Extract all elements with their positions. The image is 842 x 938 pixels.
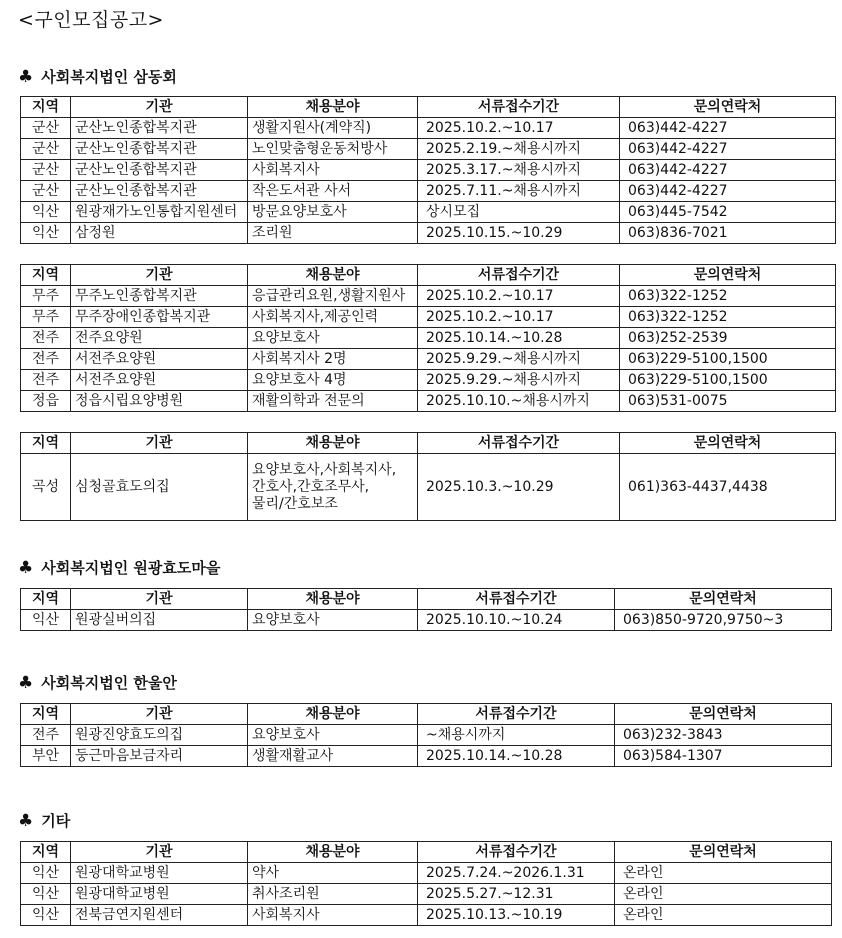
cell-period: 2025.7.24.~2026.1.31 bbox=[418, 863, 615, 884]
cell-region: 군산 bbox=[21, 181, 71, 202]
column-header-region: 지역 bbox=[21, 433, 71, 454]
job-table bbox=[20, 264, 836, 412]
table-row bbox=[21, 286, 836, 307]
section-title bbox=[18, 557, 220, 578]
cell-field: 사회복지사 2명 bbox=[248, 349, 418, 370]
column-header-field: 채용분야 bbox=[248, 842, 418, 863]
cell-period: 2025.10.10.~채용시까지 bbox=[418, 391, 620, 412]
table-row bbox=[21, 139, 836, 160]
column-header-period: 서류접수기간 bbox=[418, 842, 615, 863]
cell-contact: 063)442-4227 bbox=[620, 118, 836, 139]
cell-org: 서전주요양원 bbox=[71, 349, 248, 370]
cell-period: 2025.10.15.~10.29 bbox=[418, 223, 620, 244]
club-suit-icon: ♣ bbox=[18, 67, 34, 87]
table-row bbox=[21, 181, 836, 202]
table-row bbox=[21, 160, 836, 181]
table-header-row bbox=[21, 704, 832, 725]
cell-contact: 063)442-4227 bbox=[620, 139, 836, 160]
table-row bbox=[21, 884, 832, 905]
cell-field: 요양보호사 4명 bbox=[248, 370, 418, 391]
cell-period: 2025.10.14.~10.28 bbox=[418, 328, 620, 349]
cell-period: 2025.10.13.~10.19 bbox=[418, 905, 615, 926]
cell-period: 2025.7.11.~채용시까지 bbox=[418, 181, 620, 202]
job-table bbox=[20, 588, 832, 631]
cell-period: 2025.2.19.~채용시까지 bbox=[418, 139, 620, 160]
section-title-text: 사회복지법인 한울안 bbox=[41, 674, 177, 692]
cell-period: 2025.10.14.~10.28 bbox=[418, 746, 615, 767]
cell-field: 요양보호사 bbox=[248, 610, 418, 631]
table-row bbox=[21, 202, 836, 223]
cell-contact: 온라인 bbox=[615, 905, 832, 926]
column-header-region: 지역 bbox=[21, 265, 71, 286]
table-row bbox=[21, 349, 836, 370]
cell-org: 군산노인종합복지관 bbox=[71, 160, 248, 181]
cell-org: 원광대학교병원 bbox=[71, 884, 248, 905]
cell-region: 익산 bbox=[21, 905, 71, 926]
cell-period: 2025.9.29.~채용시까지 bbox=[418, 349, 620, 370]
column-header-contact: 문의연락처 bbox=[620, 433, 836, 454]
cell-org: 정읍시립요양병원 bbox=[71, 391, 248, 412]
job-table bbox=[20, 703, 832, 767]
cell-region: 익산 bbox=[21, 610, 71, 631]
cell-org: 군산노인종합복지관 bbox=[71, 181, 248, 202]
column-header-region: 지역 bbox=[21, 842, 71, 863]
column-header-period: 서류접수기간 bbox=[418, 265, 620, 286]
column-header-period: 서류접수기간 bbox=[418, 97, 620, 118]
cell-region: 전주 bbox=[21, 370, 71, 391]
cell-period: ~채용시까지 bbox=[418, 725, 615, 746]
cell-org: 무주장애인종합복지관 bbox=[71, 307, 248, 328]
cell-contact: 063)232-3843 bbox=[615, 725, 832, 746]
section-title bbox=[18, 66, 177, 87]
column-header-org: 기관 bbox=[71, 704, 248, 725]
cell-org: 삼정원 bbox=[71, 223, 248, 244]
column-header-region: 지역 bbox=[21, 589, 71, 610]
page-title: <구인모집공고> bbox=[18, 9, 164, 31]
cell-field: 방문요양보호사 bbox=[248, 202, 418, 223]
cell-period: 2025.10.10.~10.24 bbox=[418, 610, 615, 631]
cell-field: 사회복지사,제공인력 bbox=[248, 307, 418, 328]
cell-field: 노인맞춤형운동처방사 bbox=[248, 139, 418, 160]
cell-region: 익산 bbox=[21, 884, 71, 905]
cell-contact: 063)442-4227 bbox=[620, 181, 836, 202]
section-title-text: 기타 bbox=[41, 812, 71, 830]
table-row bbox=[21, 905, 832, 926]
table-header-row bbox=[21, 589, 832, 610]
cell-contact: 063)229-5100,1500 bbox=[620, 349, 836, 370]
cell-field: 생활지원사(계약직) bbox=[248, 118, 418, 139]
table-row bbox=[21, 223, 836, 244]
table-header-row bbox=[21, 842, 832, 863]
cell-period: 2025.10.2.~10.17 bbox=[418, 307, 620, 328]
cell-field: 생활재활교사 bbox=[248, 746, 418, 767]
cell-contact: 063)445-7542 bbox=[620, 202, 836, 223]
table-header-row bbox=[21, 433, 836, 454]
column-header-region: 지역 bbox=[21, 704, 71, 725]
cell-period: 2025.3.17.~채용시까지 bbox=[418, 160, 620, 181]
section-title-text: 사회복지법인 원광효도마을 bbox=[41, 559, 221, 577]
cell-region: 곡성 bbox=[21, 454, 71, 521]
cell-contact: 061)363-4437,4438 bbox=[620, 454, 836, 521]
table-row bbox=[21, 328, 836, 349]
column-header-field: 채용분야 bbox=[248, 97, 418, 118]
column-header-contact: 문의연락처 bbox=[620, 97, 836, 118]
table-row bbox=[21, 863, 832, 884]
cell-period: 2025.5.27.~12.31 bbox=[418, 884, 615, 905]
column-header-org: 기관 bbox=[71, 842, 248, 863]
column-header-period: 서류접수기간 bbox=[418, 433, 620, 454]
cell-contact: 063)836-7021 bbox=[620, 223, 836, 244]
job-table bbox=[20, 841, 832, 926]
cell-region: 군산 bbox=[21, 160, 71, 181]
cell-org: 전북금연지원센터 bbox=[71, 905, 248, 926]
cell-region: 전주 bbox=[21, 328, 71, 349]
cell-region: 익산 bbox=[21, 863, 71, 884]
table-header-row bbox=[21, 265, 836, 286]
column-header-contact: 문의연락처 bbox=[620, 265, 836, 286]
cell-field: 취사조리원 bbox=[248, 884, 418, 905]
cell-field: 요양보호사,사회복지사, 간호사,간호조무사, 물리/간호보조 bbox=[248, 454, 418, 521]
cell-field: 작은도서관 사서 bbox=[248, 181, 418, 202]
column-header-period: 서류접수기간 bbox=[418, 589, 615, 610]
cell-region: 무주 bbox=[21, 307, 71, 328]
cell-org: 원광진양효도의집 bbox=[71, 725, 248, 746]
column-header-field: 채용분야 bbox=[248, 433, 418, 454]
cell-field: 응급관리요원,생활지원사 bbox=[248, 286, 418, 307]
column-header-org: 기관 bbox=[71, 589, 248, 610]
cell-field: 약사 bbox=[248, 863, 418, 884]
job-table bbox=[20, 96, 836, 244]
table-header-row bbox=[21, 97, 836, 118]
cell-contact: 063)442-4227 bbox=[620, 160, 836, 181]
club-suit-icon: ♣ bbox=[18, 673, 34, 693]
column-header-field: 채용분야 bbox=[248, 265, 418, 286]
table-row bbox=[21, 370, 836, 391]
column-header-org: 기관 bbox=[71, 97, 248, 118]
column-header-period: 서류접수기간 bbox=[418, 704, 615, 725]
column-header-field: 채용분야 bbox=[248, 704, 418, 725]
cell-contact: 063)229-5100,1500 bbox=[620, 370, 836, 391]
cell-region: 무주 bbox=[21, 286, 71, 307]
column-header-field: 채용분야 bbox=[248, 589, 418, 610]
cell-field: 재활의학과 전문의 bbox=[248, 391, 418, 412]
cell-field: 요양보호사 bbox=[248, 725, 418, 746]
section-title-text: 사회복지법인 삼동회 bbox=[41, 68, 177, 86]
cell-contact: 063)850-9720,9750~3 bbox=[615, 610, 832, 631]
column-header-org: 기관 bbox=[71, 433, 248, 454]
cell-region: 정읍 bbox=[21, 391, 71, 412]
cell-org: 군산노인종합복지관 bbox=[71, 139, 248, 160]
cell-region: 부안 bbox=[21, 746, 71, 767]
cell-period: 2025.10.3.~10.29 bbox=[418, 454, 620, 521]
job-table bbox=[20, 432, 836, 521]
cell-contact: 063)252-2539 bbox=[620, 328, 836, 349]
cell-region: 전주 bbox=[21, 725, 71, 746]
cell-field: 사회복지사 bbox=[248, 160, 418, 181]
column-header-contact: 문의연락처 bbox=[615, 842, 832, 863]
table-row bbox=[21, 454, 836, 521]
table-row bbox=[21, 307, 836, 328]
cell-org: 무주노인종합복지관 bbox=[71, 286, 248, 307]
cell-contact: 온라인 bbox=[615, 863, 832, 884]
cell-contact: 온라인 bbox=[615, 884, 832, 905]
cell-region: 군산 bbox=[21, 139, 71, 160]
cell-period: 2025.10.2.~10.17 bbox=[418, 286, 620, 307]
cell-org: 전주요양원 bbox=[71, 328, 248, 349]
column-header-contact: 문의연락처 bbox=[615, 704, 832, 725]
column-header-contact: 문의연락처 bbox=[615, 589, 832, 610]
table-row bbox=[21, 725, 832, 746]
table-row bbox=[21, 391, 836, 412]
cell-org: 심청골효도의집 bbox=[71, 454, 248, 521]
section-title bbox=[18, 810, 70, 831]
column-header-org: 기관 bbox=[71, 265, 248, 286]
cell-region: 전주 bbox=[21, 349, 71, 370]
table-row bbox=[21, 118, 836, 139]
cell-period: 2025.10.2.~10.17 bbox=[418, 118, 620, 139]
cell-contact: 063)322-1252 bbox=[620, 307, 836, 328]
cell-org: 원광실버의집 bbox=[71, 610, 248, 631]
cell-region: 익산 bbox=[21, 223, 71, 244]
cell-period: 상시모집 bbox=[418, 202, 620, 223]
column-header-region: 지역 bbox=[21, 97, 71, 118]
cell-field: 요양보호사 bbox=[248, 328, 418, 349]
cell-field: 사회복지사 bbox=[248, 905, 418, 926]
table-row bbox=[21, 610, 832, 631]
section-title bbox=[18, 672, 177, 693]
cell-period: 2025.9.29.~채용시까지 bbox=[418, 370, 620, 391]
cell-region: 군산 bbox=[21, 118, 71, 139]
cell-org: 원광재가노인통합지원센터 bbox=[71, 202, 248, 223]
cell-org: 서전주요양원 bbox=[71, 370, 248, 391]
cell-field: 조리원 bbox=[248, 223, 418, 244]
table-row bbox=[21, 746, 832, 767]
cell-contact: 063)584-1307 bbox=[615, 746, 832, 767]
cell-contact: 063)322-1252 bbox=[620, 286, 836, 307]
club-suit-icon: ♣ bbox=[18, 811, 34, 831]
cell-org: 원광대학교병원 bbox=[71, 863, 248, 884]
cell-org: 군산노인종합복지관 bbox=[71, 118, 248, 139]
cell-region: 익산 bbox=[21, 202, 71, 223]
cell-contact: 063)531-0075 bbox=[620, 391, 836, 412]
club-suit-icon: ♣ bbox=[18, 558, 34, 578]
cell-org: 둥근마음보금자리 bbox=[71, 746, 248, 767]
